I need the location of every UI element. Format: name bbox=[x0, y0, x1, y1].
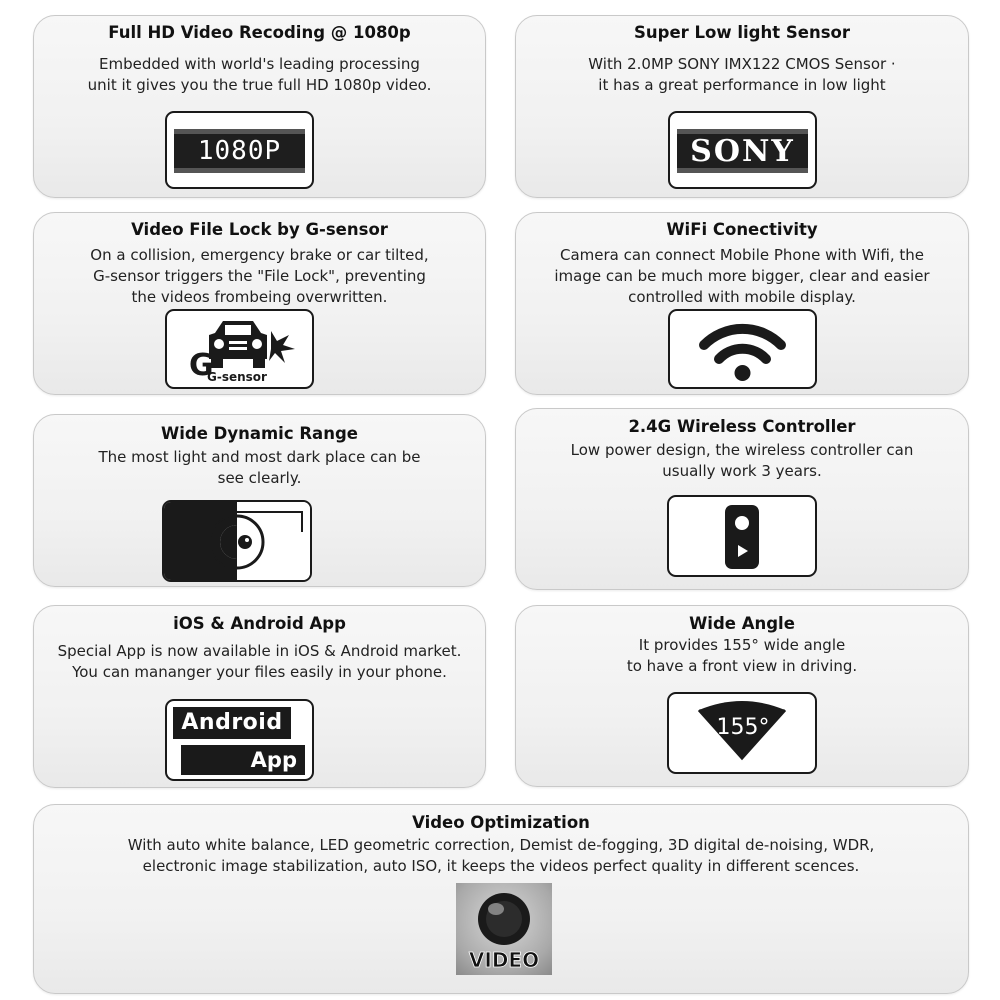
wide-angle-icon bbox=[667, 692, 817, 774]
feature-title: Full HD Video Recoding @ 1080p bbox=[108, 23, 411, 42]
feature-title: Video File Lock by G-sensor bbox=[131, 220, 388, 239]
gsensor-label: G-sensor bbox=[207, 370, 267, 384]
video-lens-icon bbox=[456, 883, 552, 975]
feature-card-angle bbox=[515, 605, 969, 787]
badge-text: SONY bbox=[677, 129, 808, 173]
feature-card-wireless bbox=[515, 408, 969, 590]
svg-text:G: G bbox=[189, 348, 214, 383]
feature-description: Special App is now available in iOS & Android market. You can mananger your files easily in your phone. bbox=[57, 642, 462, 681]
video-label: VIDEO bbox=[468, 948, 540, 972]
feature-card-app bbox=[33, 605, 486, 788]
feature-description: On a collision, emergency brake or car tilted, G-sensor triggers the "File Lock", preventing the videos frombeing overwritten. bbox=[90, 246, 429, 306]
dynamic-range-icon bbox=[162, 500, 312, 582]
feature-card-video bbox=[33, 804, 969, 994]
car-crash-icon bbox=[165, 309, 314, 389]
feature-title: Wide Dynamic Range bbox=[161, 424, 358, 443]
feature-description: With auto white balance, LED geometric correction, Demist de-fogging, 3D digital de-noising, WDR, electronic image stabilization, auto ISO, it keeps the videos perfect quality in different scences. bbox=[127, 836, 875, 875]
android-label: Android bbox=[173, 707, 291, 739]
feature-card-fullhd bbox=[33, 15, 486, 198]
feature-description: It provides 155° wide angle to have a front view in driving. bbox=[626, 636, 858, 675]
feature-description: The most light and most dark place can be see clearly. bbox=[98, 448, 421, 487]
angle-label: 155° bbox=[716, 715, 770, 740]
1080p-badge-icon bbox=[165, 111, 314, 189]
feature-description: With 2.0MP SONY IMX122 CMOS Sensor · it has a great performance in low light bbox=[588, 55, 896, 94]
wifi-icon bbox=[668, 309, 817, 389]
feature-description: Camera can connect Mobile Phone with Wifi, the image can be much more bigger, clear and easier controlled with mobile display. bbox=[554, 246, 930, 306]
android-app-icon bbox=[165, 699, 314, 781]
feature-title: 2.4G Wireless Controller bbox=[628, 417, 856, 436]
feature-card-wdr bbox=[33, 414, 486, 587]
feature-card-gsensor bbox=[33, 212, 486, 395]
feature-title: WiFi Conectivity bbox=[666, 220, 818, 239]
feature-card-sensor bbox=[515, 15, 969, 198]
feature-title: Super Low light Sensor bbox=[634, 23, 850, 42]
feature-title: iOS & Android App bbox=[173, 614, 346, 633]
app-label: App bbox=[181, 745, 305, 775]
feature-title: Video Optimization bbox=[412, 813, 590, 832]
remote-control-icon bbox=[667, 495, 817, 577]
feature-description: Low power design, the wireless controller can usually work 3 years. bbox=[570, 441, 914, 480]
feature-card-wifi bbox=[515, 212, 969, 395]
feature-title: Wide Angle bbox=[689, 614, 795, 633]
sony-logo-icon bbox=[668, 111, 817, 189]
badge-text: 1080P bbox=[174, 129, 305, 173]
feature-description: Embedded with world's leading processing unit it gives you the true full HD 1080p video. bbox=[87, 55, 432, 94]
